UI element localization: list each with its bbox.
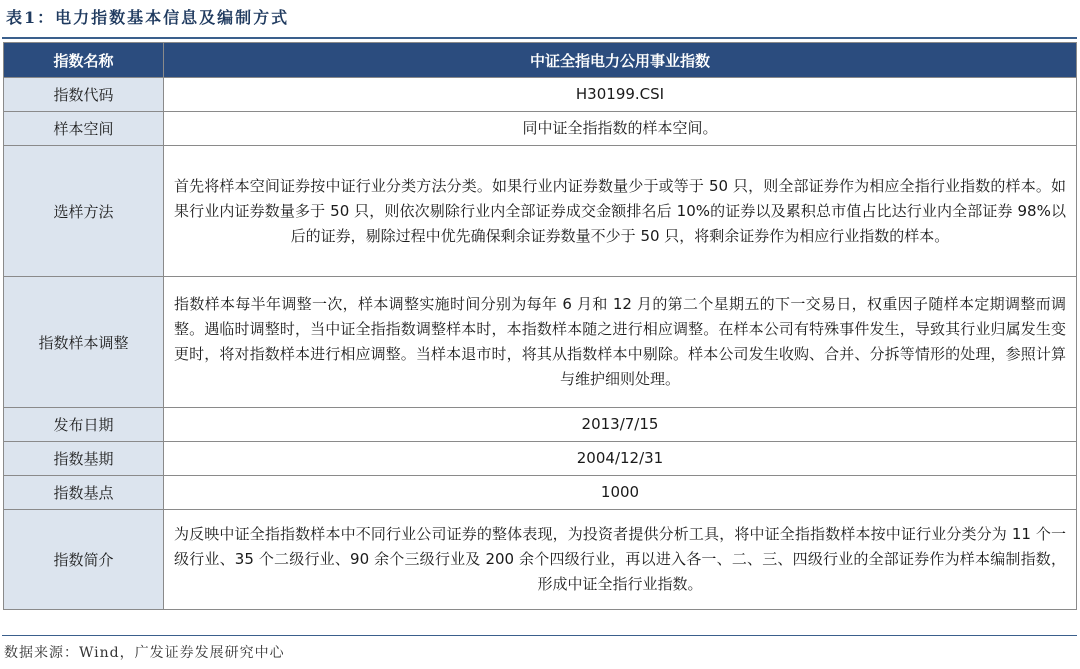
table-row-sample-space [4, 112, 1077, 146]
row-value: 1000 [164, 476, 1077, 510]
header-value-cell: 中证全指电力公用事业指数 [164, 43, 1077, 78]
table-row-selection-method [4, 146, 1077, 277]
table-row-release-date [4, 408, 1077, 442]
table-row-index-introduction [4, 510, 1077, 610]
table-row-index-code [4, 78, 1077, 112]
source-note: 数据来源：Wind，广发证券发展研究中心 [4, 645, 285, 661]
footer-divider [2, 635, 1077, 636]
row-value: 首先将样本空间证券按中证行业分类方法分类。如果行业内证券数量少于或等于 50 只，则全部证券作为相应全指行业指数的样本。如果行业内证券数量多于 50 只，则依次剔除行业内全部证券成交金额排名后 10%的证券以及累积总市值占比达行业内全部证券 98%以后的证券，剔除过程中优先确保剩余证券数量不少于 50 只，将剩余证券作为相应行业指数的样本。 [164, 146, 1077, 277]
table-row-sample-adjustment [4, 277, 1077, 408]
table-row-base-point [4, 476, 1077, 510]
row-value: H30199.CSI [164, 78, 1077, 112]
table-header-row [4, 43, 1077, 78]
row-label: 指数基期 [4, 442, 164, 476]
row-label: 指数代码 [4, 78, 164, 112]
row-label: 指数简介 [4, 510, 164, 610]
row-value: 2004/12/31 [164, 442, 1077, 476]
header-label-cell: 指数名称 [4, 43, 164, 78]
index-info-table [3, 42, 1077, 610]
row-label: 样本空间 [4, 112, 164, 146]
row-label: 发布日期 [4, 408, 164, 442]
row-label: 选样方法 [4, 146, 164, 277]
row-value: 指数样本每半年调整一次，样本调整实施时间分别为每年 6 月和 12 月的第二个星期五的下一交易日，权重因子随样本定期调整而调整。遇临时调整时，当中证全指指数调整样本时，本指数样本随之进行相应调整。在样本公司有特殊事件发生，导致其行业归属发生变更时，将对指数样本进行相应调整。当样本退市时，将其从指数样本中剔除。样本公司发生收购、合并、分拆等情形的处理，参照计算与维护细则处理。 [164, 277, 1077, 408]
row-label: 指数基点 [4, 476, 164, 510]
title-divider [2, 37, 1077, 39]
row-value: 2013/7/15 [164, 408, 1077, 442]
row-label: 指数样本调整 [4, 277, 164, 408]
row-value: 为反映中证全指指数样本中不同行业公司证券的整体表现，为投资者提供分析工具，将中证全指指数样本按中证行业分类分为 11 个一级行业、35 个二级行业、90 余个三级行业及 200 余个四级行业，再以进入各一、二、三、四级行业的全部证券作为样本编制指数，形成中证全指行业指数。 [164, 510, 1077, 610]
row-value: 同中证全指指数的样本空间。 [164, 112, 1077, 146]
table-title: 表1：电力指数基本信息及编制方式 [6, 8, 290, 27]
table-row-base-date [4, 442, 1077, 476]
